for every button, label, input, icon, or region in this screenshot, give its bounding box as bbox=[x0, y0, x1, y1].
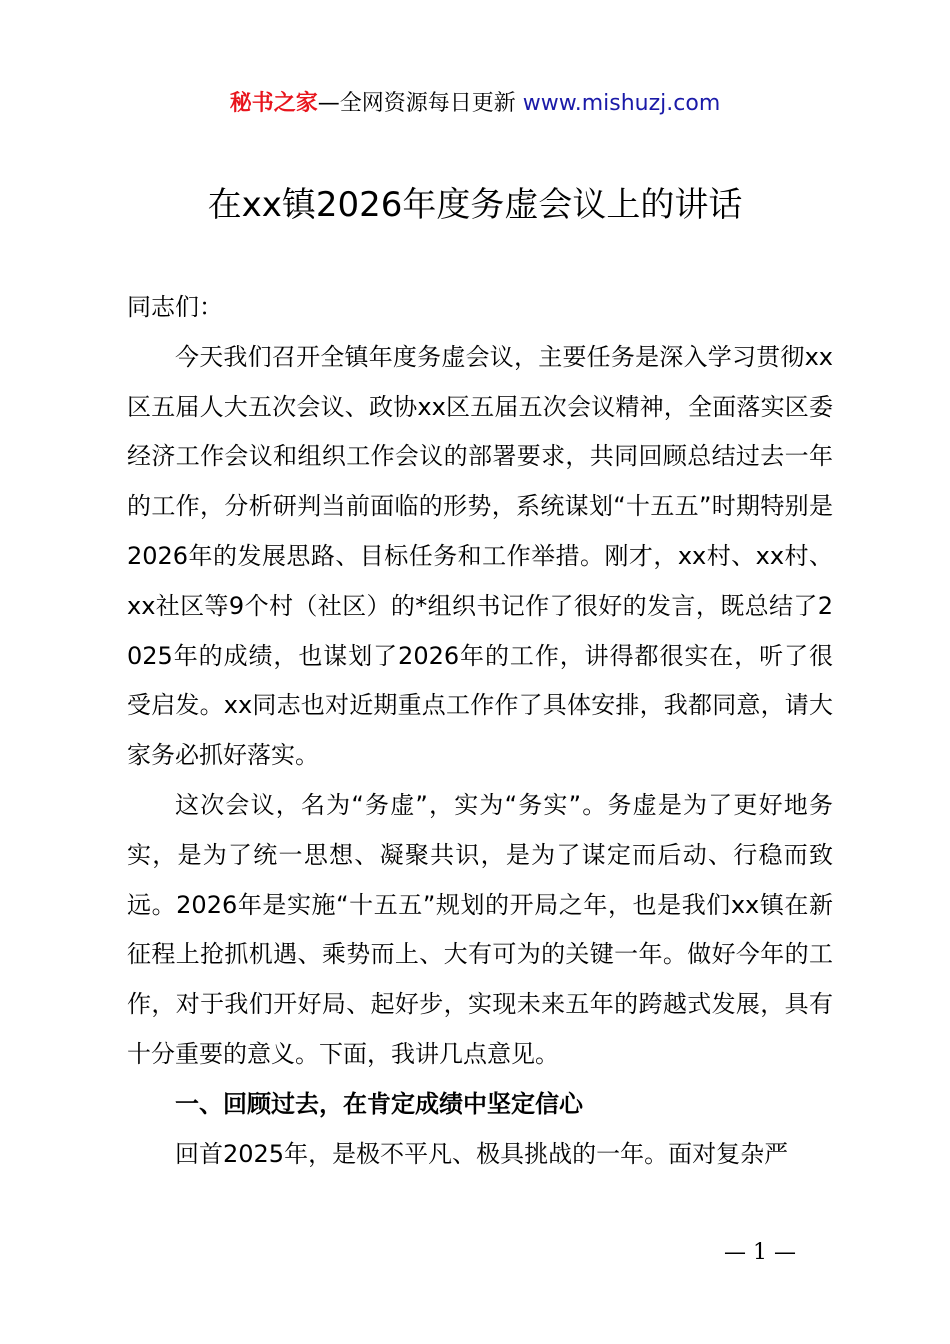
document-title: 在xx镇2026年度务虚会议上的讲话 bbox=[207, 185, 743, 225]
salutation: 同志们： bbox=[127, 293, 223, 321]
section-heading: 一、回顾过去，在肯定成绩中坚定信心 bbox=[175, 1089, 583, 1118]
paragraph: 这次会议，名为“务虚”，实为“务实”。务虚是为了更好地务实，是为了统一思想、凝聚共识，是为了谋定而后动、行稳而致远。2026年是实施“十五五”规划的开局之年，也是我们xx镇在新征程上抢抓机遇、乘势而上、大有可为的关键一年。做好今年的工作，对于我们开好局、起好步，实现未来五年的跨越式发展，具有十分重要的意义。下面，我讲几点意见。 bbox=[127, 790, 833, 1068]
paragraph: 回首2025年，是极不平凡、极具挑战的一年。面对复杂严 bbox=[175, 1139, 789, 1168]
document-body bbox=[127, 283, 833, 1179]
site-url-link[interactable]: www.mishuzj.com bbox=[522, 91, 721, 116]
paragraph: 今天我们召开全镇年度务虚会议，主要任务是深入学习贯彻xx区五届人大五次会议、政协xx区五届五次会议精神，全面落实区委经济工作会议和组织工作会议的部署要求，共同回顾总结过去一年的工作，分析研判当前面临的形势，系统谋划“十五五”时期特别是2026年的发展思路、目标任务和工作举措。刚才，xx村、xx村、xx社区等9个村（社区）的*组织书记作了很好的发言，既总结了2025年的成绩，也谋划了2026年的工作，讲得都很实在，听了很受启发。xx同志也对近期重点工作作了具体安排，我都同意，请大家务必抓好落实。 bbox=[127, 342, 833, 770]
header-tagline: —全网资源每日更新 bbox=[317, 91, 523, 116]
brand-name: 秘书之家 bbox=[229, 91, 318, 116]
site-header bbox=[0, 86, 950, 122]
page-number: — 1 — bbox=[724, 1240, 796, 1265]
